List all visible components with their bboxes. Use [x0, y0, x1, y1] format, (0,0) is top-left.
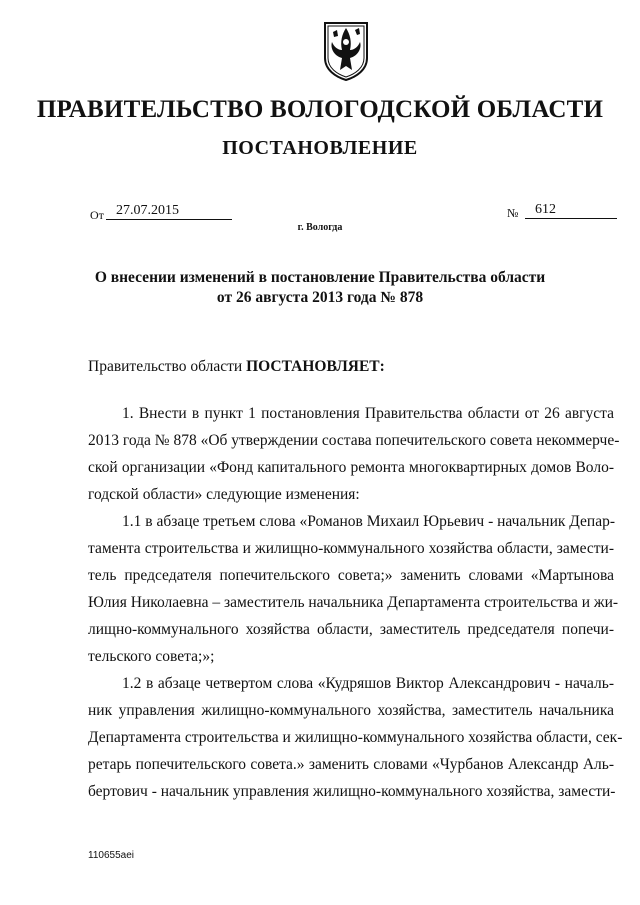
number-value: 612 [525, 202, 617, 219]
body-line: ник управления жилищно-коммунального хозяйства, заместитель начальника [88, 702, 614, 719]
body-line: 1.2 в абзаце четвертом слова «Кудряшов Виктор Александрович - началь- [122, 675, 614, 692]
subject-line-2: от 26 августа 2013 года № 878 [216, 289, 424, 306]
org-title: ПРАВИТЕЛЬСТВО ВОЛОГОДСКОЙ ОБЛАСТИ [36, 96, 604, 123]
footer-document-code: 110655aei [88, 850, 134, 861]
document-type-title: ПОСТАНОВЛЕНИЕ [222, 137, 418, 159]
body-line: тельского совета;»; [88, 648, 215, 665]
body-line: 1. Внести в пункт 1 постановления Правительства области от 26 августа [122, 405, 614, 422]
date-value: 27.07.2015 [106, 203, 232, 220]
body-line: лищно-коммунального хозяйства области, заместитель председателя попечи- [88, 621, 614, 638]
city-label: г. Вологда [297, 222, 343, 233]
body-line: тамента строительства и жилищно-коммунального хозяйства области, замести- [88, 540, 614, 557]
vologda-coat-of-arms-icon [322, 20, 370, 82]
body-line: ретарь попечительского совета.» заменить словами «Чурбанов Александр Аль- [88, 756, 614, 773]
resolution-intro [88, 358, 385, 376]
body-line: 1.1 в абзаце третьем слова «Романов Михаил Юрьевич - начальник Депар- [122, 513, 616, 530]
number-label: № [507, 206, 519, 220]
date-label: От [90, 208, 104, 222]
body-line: тель председателя попечительского совета;» заменить словами «Мартынова [88, 567, 614, 584]
body-line: Юлия Николаевна – заместитель начальника Департамента строительства и жи- [88, 594, 619, 611]
body-line: годской области» следующие изменения: [88, 486, 360, 503]
body-line: 2013 года № 878 «Об утверждении состава попечительского совета некоммерче- [88, 432, 620, 449]
intro-prefix: Правительство области [88, 358, 247, 375]
subject-line-1: О внесении изменений в постановление Правительства области [94, 269, 546, 286]
body-line: ской организации «Фонд капитального ремонта многоквартирных домов Воло- [88, 459, 614, 476]
body-line: бертович - начальник управления жилищно-коммунального хозяйства, замести- [88, 783, 616, 800]
document-subject [0, 268, 640, 308]
intro-keyword: ПОСТАНОВЛЯЕТ: [246, 358, 385, 375]
body-line: Департамента строительства и жилищно-коммунального хозяйства области, сек- [88, 729, 623, 746]
